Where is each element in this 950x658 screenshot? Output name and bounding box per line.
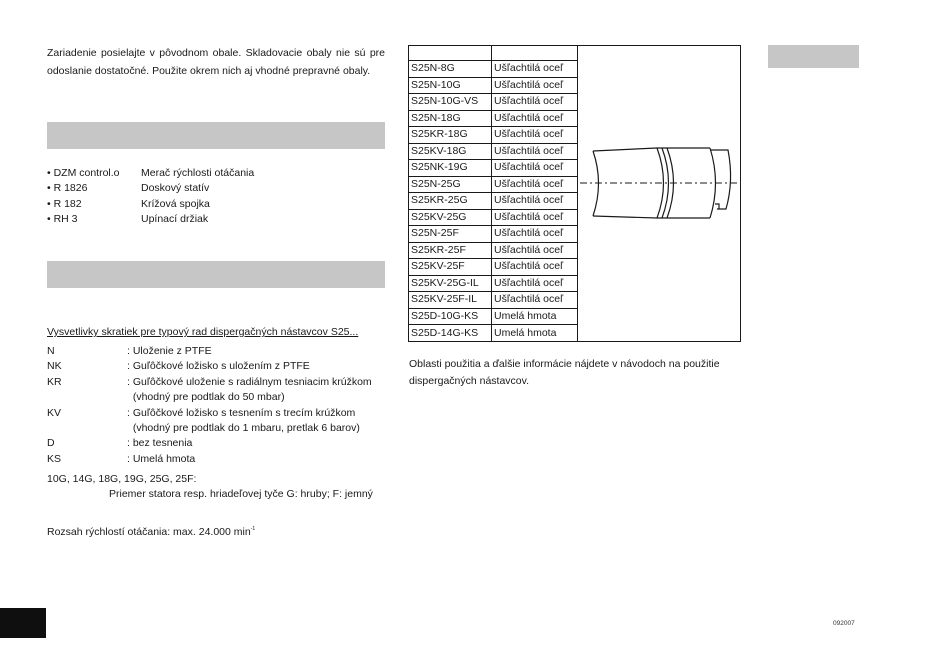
material-cell: Ušľachtilá oceľ — [492, 61, 578, 78]
accessory-item — [47, 181, 385, 196]
legend-desc-line: : Guľôčkové ložisko s uložením z PTFE — [127, 360, 310, 373]
material-cell: Ušľachtilá oceľ — [492, 226, 578, 243]
model-cell: S25N-10G-VS — [409, 94, 492, 111]
accessory-desc: Doskový statív — [141, 182, 210, 195]
model-cell: S25N-10G — [409, 77, 492, 94]
model-cell: S25KR-18G — [409, 127, 492, 144]
model-cell: S25KV-18G — [409, 143, 492, 160]
legend-code: NK — [47, 360, 62, 373]
intro-paragraph: Zariadenie posielajte v pôvodnom obale. Skladovacie obaly nie sú pre odoslanie dostatočné. Použite okrem nich aj vhodné prepravné obaly. — [47, 47, 385, 77]
usage-note: Oblasti použitia a ďalšie informácie nájdete v návodoch na použitie dispergačných nástavcov. — [409, 358, 720, 387]
drawing-tip-notch — [715, 204, 719, 209]
legend-item — [47, 359, 387, 374]
legend-item — [47, 436, 387, 451]
material-cell: Umelá hmota — [492, 325, 578, 342]
legend-code: D — [47, 437, 55, 450]
material-cell: Ušľachtilá oceľ — [492, 275, 578, 292]
legend-code: KV — [47, 406, 62, 419]
accessory-item — [47, 212, 385, 227]
legend-desc-line: : Guľôčkové uloženie s radiálnym tesniacim krúžkom — [127, 375, 372, 388]
sizes-desc: Priemer statora resp. hriadeľovej tyče G: hruby; F: jemný — [109, 488, 373, 500]
model-cell: S25NK-19G — [409, 160, 492, 177]
legend-item — [47, 452, 387, 467]
legend-list — [47, 344, 387, 467]
header-cell — [409, 46, 492, 61]
legend-item — [47, 406, 387, 437]
page-tab-grey — [768, 45, 859, 68]
model-cell: S25KV-25G-IL — [409, 275, 492, 292]
model-cell: S25KV-25F-IL — [409, 292, 492, 309]
material-cell: Ušľachtilá oceľ — [492, 209, 578, 226]
material-cell: Ušľachtilá oceľ — [492, 94, 578, 111]
material-cell: Ušľachtilá oceľ — [492, 193, 578, 210]
accessory-desc: Upínací držiak — [141, 213, 209, 226]
material-cell: Ušľachtilá oceľ — [492, 143, 578, 160]
accessory-code: • R 1826 — [47, 182, 88, 195]
legend-title: Vysvetlivky skratiek pre typový rad dispergačných nástavcov S25... — [47, 326, 359, 338]
material-cell: Ušľachtilá oceľ — [492, 160, 578, 177]
material-cell: Ušľachtilá oceľ — [492, 77, 578, 94]
model-cell: S25D-14G-KS — [409, 325, 492, 342]
speed-unit-exponent: -1 — [250, 526, 256, 532]
speed-range — [47, 522, 255, 539]
stator-drawing — [578, 46, 740, 336]
sizes-codes: 10G, 14G, 18G, 19G, 25G, 25F: — [47, 473, 197, 485]
model-cell: S25KR-25F — [409, 242, 492, 259]
legend-desc-line: : bez tesnenia — [127, 437, 193, 450]
model-cell: S25D-10G-KS — [409, 308, 492, 325]
material-cell: Umelá hmota — [492, 308, 578, 325]
legend-desc-line: : Umelá hmota — [127, 452, 196, 465]
legend-desc-line: (vhodný pre podtlak do 1 mbaru, pretlak 6 barov) — [127, 422, 360, 435]
model-cell: S25KV-25G — [409, 209, 492, 226]
material-cell: Ušľachtilá oceľ — [492, 292, 578, 309]
accessories-list — [47, 166, 385, 228]
material-cell: Ušľachtilá oceľ — [492, 176, 578, 193]
material-cell: Ušľachtilá oceľ — [492, 242, 578, 259]
speed-text: Rozsah rýchlostí otáčania: max. 24.000 min — [47, 526, 251, 538]
models-table — [408, 45, 741, 342]
legend-code: KR — [47, 375, 62, 388]
accessory-item — [47, 166, 385, 181]
model-cell: S25N-8G — [409, 61, 492, 78]
document-code: 092007 — [833, 620, 855, 627]
sizes-block — [47, 472, 387, 502]
drawing-bottom-edge — [593, 216, 657, 218]
legend-item — [47, 344, 387, 359]
accessory-code: • R 182 — [47, 197, 82, 210]
table-header-row — [409, 46, 741, 61]
material-cell: Ušľachtilá oceľ — [492, 110, 578, 127]
accessory-desc: Merač rýchlosti otáčania — [141, 167, 255, 179]
legend-desc-line: (vhodný pre podtlak do 50 mbar) — [127, 391, 285, 404]
legend-desc-line: : Guľôčkové ložisko s tesnením s trecím krúžkom — [127, 406, 356, 419]
stator-drawing-cell — [578, 46, 741, 342]
material-cell: Ušľachtilá oceľ — [492, 259, 578, 276]
section-bar-accessories — [47, 122, 385, 149]
accessory-code: • RH 3 — [47, 213, 78, 226]
accessory-item — [47, 197, 385, 212]
material-cell: Ušľachtilá oceľ — [492, 127, 578, 144]
legend-code: KS — [47, 452, 62, 465]
model-cell: S25N-25G — [409, 176, 492, 193]
model-cell: S25KR-25G — [409, 193, 492, 210]
header-cell — [492, 46, 578, 61]
drawing-left-edge — [593, 151, 599, 216]
drawing-top-edge — [593, 148, 657, 151]
model-cell: S25KV-25F — [409, 259, 492, 276]
model-cell: S25N-25F — [409, 226, 492, 243]
section-bar-legend — [47, 261, 385, 288]
page-tab-black — [0, 608, 46, 638]
accessory-code: • DZM control.o — [47, 167, 120, 179]
accessory-desc: Krížová spojka — [141, 197, 210, 210]
model-cell: S25N-18G — [409, 110, 492, 127]
legend-desc-line: : Uloženie z PTFE — [127, 345, 212, 357]
legend-item — [47, 375, 387, 406]
legend-code: N — [47, 345, 55, 357]
